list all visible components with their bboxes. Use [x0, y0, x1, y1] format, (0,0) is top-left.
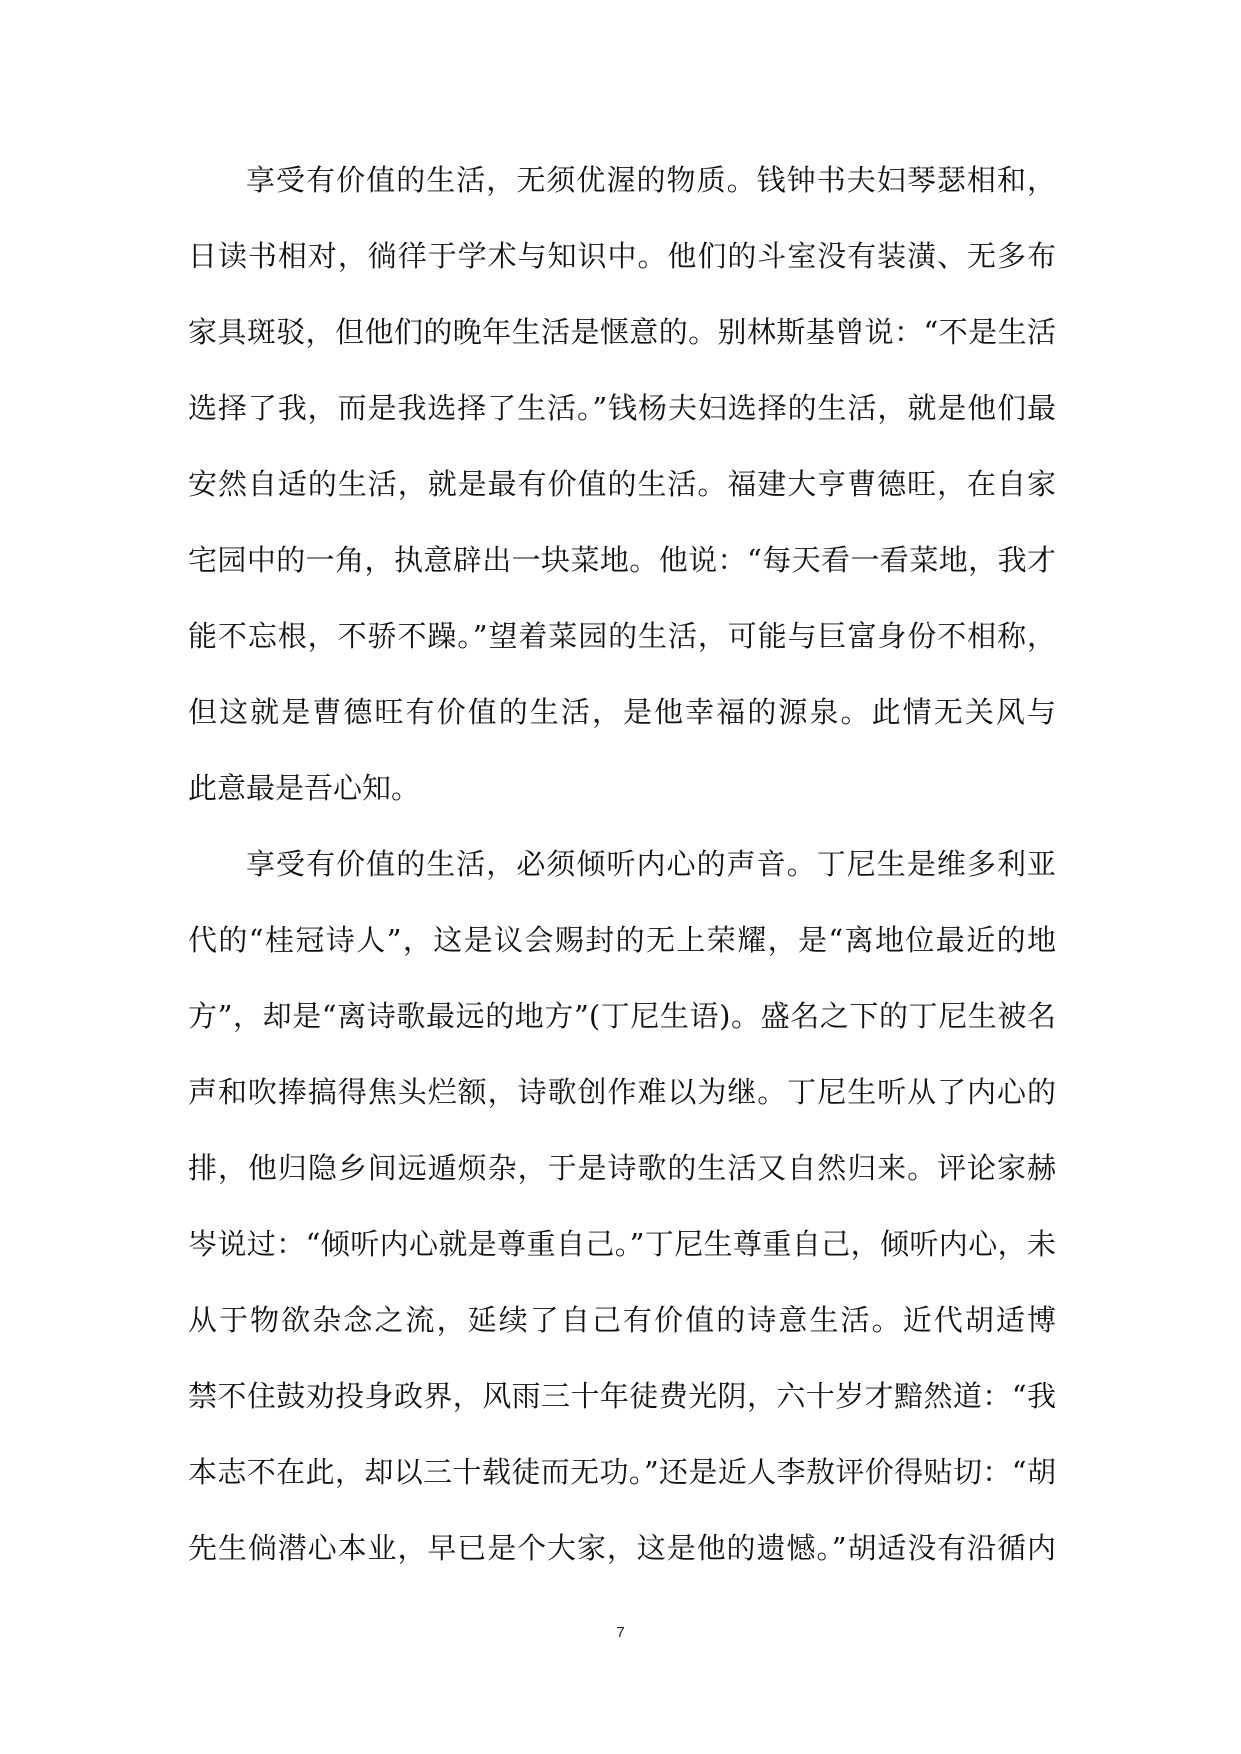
- text-line: 享受有价值的生活，必须倾听内心的声音。丁尼生是维多利亚: [246, 847, 1056, 881]
- text-line: 代的“桂冠诗人”，这是议会赐封的无上荣耀，是“离地位最近的地: [188, 923, 1056, 957]
- text-line: 但这就是曹德旺有价值的生活，是他幸福的源泉。此情无关风与: [188, 695, 1056, 729]
- text-line: 享受有价值的生活，无须优渥的物质。钱钟书夫妇琴瑟相和，: [246, 163, 1056, 197]
- paragraph-1: [188, 142, 1056, 826]
- text-line: 此意最是吾心知。: [188, 771, 421, 805]
- text-line: 能不忘根，不骄不躁。”望着菜园的生活，可能与巨富身份不相称，: [188, 619, 1056, 653]
- text-line: 禁不住鼓劝投身政界，风雨三十年徒费光阴，六十岁才黯然道：“我: [188, 1379, 1056, 1413]
- text-line: 本志不在此，却以三十载徒而无功。”还是近人李敖评价得贴切：“胡: [188, 1455, 1056, 1489]
- text-line: 安然自适的生活，就是最有价值的生活。福建大亨曹德旺，在自家: [188, 467, 1056, 501]
- text-line: 宅园中的一角，执意辟出一块菜地。他说：“每天看一看菜地，我才: [188, 543, 1056, 577]
- body-text: [188, 142, 1056, 1586]
- text-line: 选择了我，而是我选择了生活。”钱杨夫妇选择的生活，就是他们最: [188, 391, 1056, 425]
- paragraph-2: [188, 826, 1056, 1586]
- text-line: 先生倘潜心本业，早已是个大家，这是他的遗憾。”胡适没有沿循内: [188, 1531, 1056, 1565]
- text-line: 岑说过：“倾听内心就是尊重自己。”丁尼生尊重自己，倾听内心，未: [188, 1227, 1056, 1261]
- text-line: 方”，却是“离诗歌最远的地方”(丁尼生语)。盛名之下的丁尼生被名: [188, 999, 1056, 1033]
- text-line: 声和吹捧搞得焦头烂额，诗歌创作难以为继。丁尼生听从了内心的: [188, 1075, 1056, 1109]
- text-line: 家具斑驳，但他们的晚年生活是惬意的。别林斯基曾说：“不是生活: [188, 315, 1056, 349]
- text-line: 日读书相对，徜徉于学术与知识中。他们的斗室没有装潢、无多布: [188, 239, 1056, 273]
- text-line: 从于物欲杂念之流，延续了自己有价值的诗意生活。近代胡适博: [188, 1303, 1056, 1337]
- text-line: 排，他归隐乡间远遁烦杂，于是诗歌的生活又自然归来。评论家赫: [188, 1151, 1056, 1185]
- page-number: 7: [616, 1624, 625, 1641]
